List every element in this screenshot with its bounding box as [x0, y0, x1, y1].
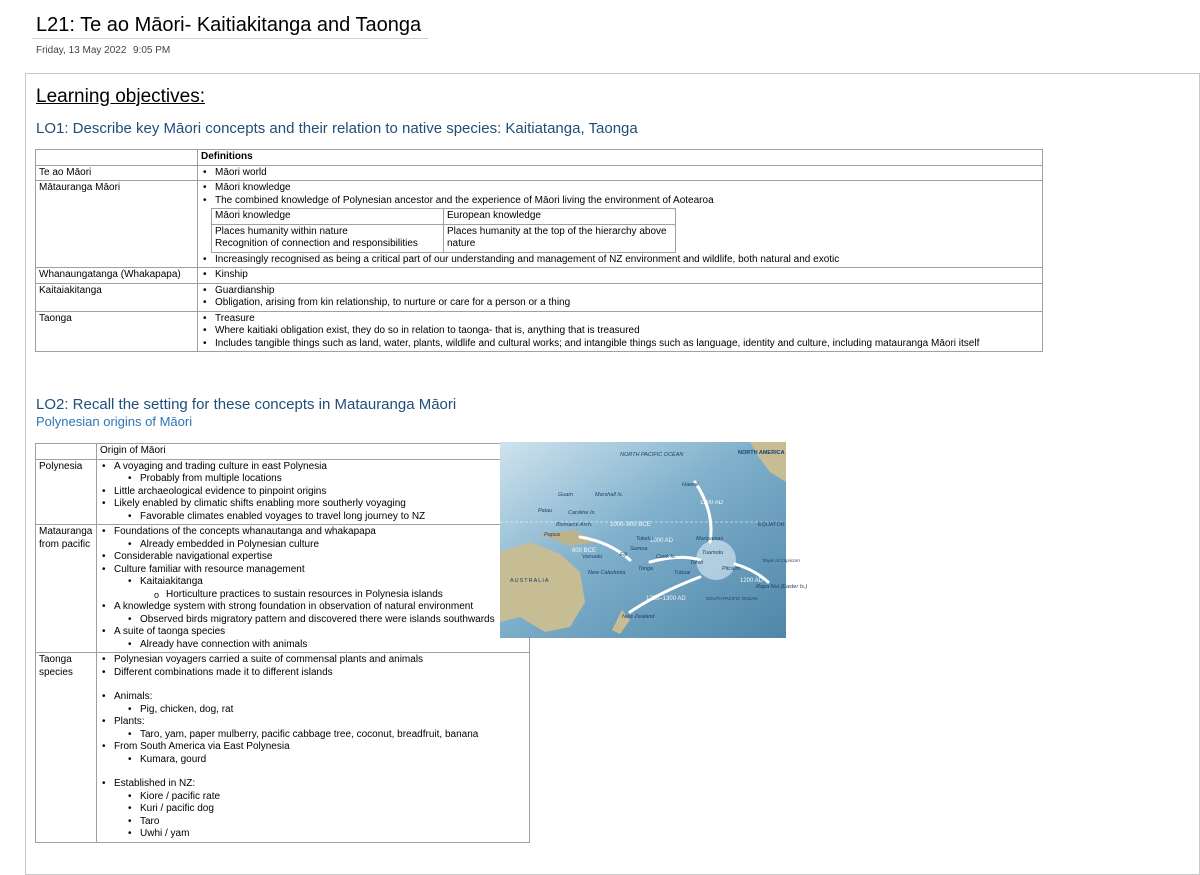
content-cell	[97, 653, 530, 843]
map-label: Tuamotu	[702, 550, 724, 556]
list-item: • Māori knowledge	[201, 182, 1039, 195]
date-label: 1000–900 BCE	[610, 522, 651, 528]
list-item: • Pig, chicken, dog, rat	[100, 704, 526, 717]
date-label: 800 BCE	[572, 548, 597, 554]
lo2-subheading: Polynesian origins of Māori	[36, 414, 193, 429]
list-item: • Different combinations made it to different islands	[100, 667, 526, 680]
table-row	[36, 150, 1043, 166]
map-label: Tonga	[638, 566, 654, 572]
list-item: • Kinship	[201, 269, 1039, 282]
definitions-header: Definitions	[198, 150, 1043, 166]
list-item: • Taro, yam, paper mulberry, pacific cabbage tree, coconut, breadfruit, banana	[100, 729, 526, 742]
map-label: Pitcairn	[722, 566, 741, 572]
definition-cell	[198, 311, 1043, 352]
list-item: • Guardianship	[201, 285, 1039, 298]
list-item: • Taro	[100, 816, 526, 829]
map-label: SOUTH PACIFIC OCEAN	[706, 596, 758, 601]
map-label: Vanuatu	[582, 554, 603, 560]
polynesian-migration-map	[500, 442, 808, 638]
table-row	[36, 165, 1043, 181]
list-item: • Considerable navigational expertise	[100, 551, 526, 564]
title-divider	[32, 38, 428, 39]
table-row	[36, 268, 1043, 284]
list-item: • Little archaeological evidence to pinpoint origins	[100, 486, 526, 499]
map-label: Tropic of Capricorn	[762, 558, 800, 563]
spacer	[100, 679, 526, 691]
list-item: • Kaitaiakitanga	[100, 576, 526, 589]
map-label: Rapa Nui (Easter Is.)	[756, 584, 808, 590]
date-label: 1200 AD	[700, 500, 724, 506]
list-item: • A voyaging and trading culture in east Polynesia	[100, 461, 526, 474]
spacer	[100, 766, 526, 778]
definition-cell	[198, 181, 1043, 268]
term-cell: Te ao Māori	[36, 165, 198, 181]
definition-cell	[198, 283, 1043, 311]
table-row	[36, 181, 1043, 268]
compare-header-european: European knowledge	[444, 209, 676, 225]
list-item: • The combined knowledge of Polynesian ancestor and the experience of Māori living the environment of Aotearoa	[201, 195, 1039, 208]
list-item: • Likely enabled by climatic shifts enabling more southerly voyaging	[100, 498, 526, 511]
list-item: • Observed birds migratory pattern and discovered there were islands southwards	[100, 614, 526, 627]
list-item: • Culture familiar with resource management	[100, 564, 526, 577]
definitions-table	[35, 149, 1043, 352]
list-item: • Established in NZ:	[100, 778, 526, 791]
map-label: NORTH PACIFIC OCEAN	[620, 452, 684, 458]
compare-cell-maori	[212, 224, 444, 252]
table-row	[36, 283, 1043, 311]
page-title: L21: Te ao Māori- Kaitiakitanga and Taonga	[36, 14, 422, 36]
list-item: • Māori world	[201, 167, 1039, 180]
map-label: NORTH AMERICA	[738, 450, 785, 456]
map-label: Guam	[558, 492, 573, 498]
compare-cell-european: Places humanity at the top of the hierarchy above nature	[444, 224, 676, 252]
term-cell: Matauranga from pacific	[36, 525, 97, 653]
map-label: AUSTRALIA	[510, 578, 550, 584]
list-item: • Foundations of the concepts whanautanga and whakapapa	[100, 526, 526, 539]
compare-header-maori: Māori knowledge	[212, 209, 444, 225]
origins-header: Origin of Māori	[97, 444, 530, 460]
map-label: New Caledonia	[588, 570, 626, 576]
map-label: Palau	[538, 508, 553, 514]
compare-text: Recognition of connection and responsibilities	[215, 238, 418, 249]
map-label: Fiji	[620, 552, 628, 558]
list-item: • Already have connection with animals	[100, 639, 526, 652]
list-item: o Horticulture practices to sustain resources in Polynesia islands	[100, 589, 526, 602]
content-cell	[97, 459, 530, 525]
header-cell-blank	[36, 150, 198, 166]
term-cell: Mātauranga Māori	[36, 181, 198, 268]
table-row	[36, 459, 530, 525]
list-item: • Includes tangible things such as land, water, plants, wildlife and cultural works; and intangible things such as language, identity and culture, including matauranga Māori itself	[201, 338, 1039, 351]
date-label: 1200 AD	[740, 578, 764, 584]
list-item: • Kiore / pacific rate	[100, 791, 526, 804]
map-label: Tahiti	[690, 560, 703, 566]
list-item: • Already embedded in Polynesian culture	[100, 539, 526, 552]
date-label: 1250–1300 AD	[646, 596, 686, 602]
objectives-heading: Learning objectives:	[36, 86, 205, 107]
page-date: Friday, 13 May 2022	[36, 45, 127, 56]
list-item: • Increasingly recognised as being a critical part of our understanding and management of NZ environment and wildlife, both natural and exotic	[201, 254, 1039, 267]
list-item: • Uwhi / yam	[100, 828, 526, 841]
map-label: Cook Is.	[656, 554, 677, 560]
map-label: Tubuai	[674, 570, 691, 576]
term-cell: Polynesia	[36, 459, 97, 525]
table-row	[36, 525, 530, 653]
header-cell-blank	[36, 444, 97, 460]
list-item: • Probably from multiple locations	[100, 473, 526, 486]
date-label: 1000 AD	[650, 538, 674, 544]
map-label: New Zealand	[622, 614, 655, 620]
origins-table	[35, 443, 530, 843]
list-item: • Where kaitiaki obligation exist, they do so in relation to taonga- that is, anything that is treasured	[201, 325, 1039, 338]
content-cell	[97, 525, 530, 653]
map-label: Tokelau	[636, 536, 656, 542]
map-label: Hawaii	[682, 482, 699, 488]
table-row	[36, 444, 530, 460]
map-label: Marquesas	[696, 536, 724, 542]
lo2-heading: LO2: Recall the setting for these concepts in Matauranga Māori	[36, 396, 457, 413]
table-row	[36, 311, 1043, 352]
list-item: • Polynesian voyagers carried a suite of commensal plants and animals	[100, 654, 526, 667]
list-item: • Kumara, gourd	[100, 754, 526, 767]
table-row	[36, 653, 530, 843]
map-label: Samoa	[630, 546, 648, 552]
list-item: • Kuri / pacific dog	[100, 803, 526, 816]
list-item: • Animals:	[100, 691, 526, 704]
page-time: 9:05 PM	[133, 45, 171, 56]
term-cell: Kaitaiakitanga	[36, 283, 198, 311]
list-item: • A knowledge system with strong foundation in observation of natural environment	[100, 601, 526, 614]
definition-cell	[198, 165, 1043, 181]
definition-cell	[198, 268, 1043, 284]
term-cell: Taonga	[36, 311, 198, 352]
term-cell: Whanaungatanga (Whakapapa)	[36, 268, 198, 284]
list-item: • A suite of taonga species	[100, 626, 526, 639]
map-label: EQUATOR	[758, 522, 785, 528]
map-label: Caroline Is.	[568, 510, 596, 516]
list-item: • Treasure	[201, 313, 1039, 326]
map-label: Papua	[544, 532, 560, 538]
term-cell: Taonga species	[36, 653, 97, 843]
list-item: • Plants:	[100, 716, 526, 729]
knowledge-comparison-table	[211, 208, 676, 253]
map-label: Bismarck Arch.	[556, 522, 593, 528]
list-item: • Obligation, arising from kin relationship, to nurture or care for a person or a thing	[201, 297, 1039, 310]
list-item: • Favorable climates enabled voyages to travel long journey to NZ	[100, 511, 526, 524]
lo1-heading: LO1: Describe key Māori concepts and their relation to native species: Kaitiatanga, Taonga	[36, 120, 638, 137]
map-label: Marshall Is.	[595, 492, 624, 498]
list-item: • From South America via East Polynesia	[100, 741, 526, 754]
compare-text: Places humanity within nature	[215, 225, 348, 237]
